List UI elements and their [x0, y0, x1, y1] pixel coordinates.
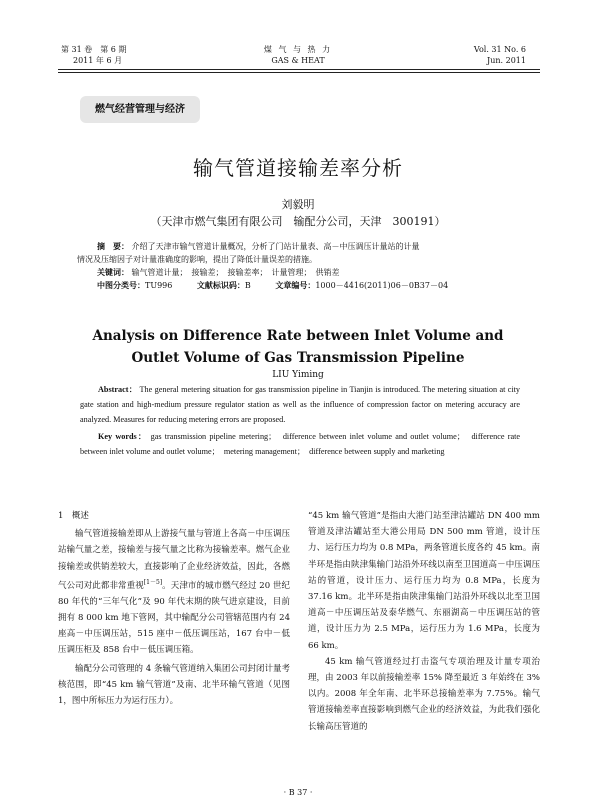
page-title: 输气管道接输差率分析: [193, 156, 403, 180]
doc-value: B: [244, 281, 251, 290]
abstract-text-1: 介绍了天津市输气管道计量概况，分析了门站计量表、高－中压调压计量站的计量: [131, 242, 420, 251]
cls-value: TU996: [145, 281, 173, 290]
keywords-text: 输气管道计量； 接输差； 接输差率； 计量管理； 供销差: [131, 268, 340, 277]
left-column: [58, 508, 290, 709]
en-keywords-label: Key words：: [98, 432, 148, 441]
right-column: [308, 508, 540, 735]
en-abstract-label: Abstract：: [98, 385, 138, 394]
citation: [1－5]: [143, 578, 163, 586]
right-paragraph-2: 45 km 输气管道经过打击盗气专项治理及计量专项治理，由 2003 年以前接输差率 15% 降至最近 3 年始终在 3% 以内。2008 年全年南、北半环总接输差率为 7.75%。输气管道接输差率直接影响到燃气企业的经济效益，为此我们强化长输高压管道的: [308, 656, 540, 732]
right-paragraph-1: “45 km 输气管道”是指由大港门站至津沽罐站 DN 400 mm 管道及津沽罐站至大港公用局 DN 500 mm 管道，设计压力、运行压力均为 0.8 MPa，两条管道长度各约 45 km。南半环是指由陕津集输门站沿外环线以南至卫国道高－中压调压站的管道，设计压力、运行压力均为 0.8 MPa，长度为 37.16 km。北半环是指由陕津集输门站沿外环线以北至卫国道高－中压调压站及泰华燃气、东丽湖高－中压调压站的管道，设计压力为 2.5 MPa，运行压力为 1.6 MPa，长度为 66 km。: [308, 511, 540, 651]
doc-label: 文献标识码：: [196, 280, 245, 290]
en-title-line-1: Analysis on Difference Rate between Inlet Volume and: [92, 328, 504, 344]
header-rule: [58, 69, 540, 70]
keywords-label: 关键词：: [97, 267, 129, 277]
abstract-label: 摘 要：: [97, 241, 129, 251]
en-abstract: [80, 382, 520, 459]
journal-name-en: GAS & HEAT: [271, 56, 325, 65]
en-author: LIU Yiming: [272, 370, 324, 380]
section-tab: 燃气经营管理与经济: [80, 96, 200, 123]
abstract-cn: [77, 240, 520, 292]
cls-label: 中图分类号：: [97, 280, 145, 290]
abstract-text-2: 情况及压缩因子对计量准确度的影响，提出了降低计量误差的措施。: [77, 255, 317, 264]
abstract-line-1: [97, 240, 520, 253]
affiliation: （天津市燃气集团有限公司 输配分公司，天津 300191）: [150, 215, 446, 228]
keywords-line: [97, 266, 520, 279]
en-abstract-text: The general metering situation for gas transmission pipeline in Tianjin is introduced. The metering situation at city gate station and high-medium pressure regulator station as well as the influence of compression factor on metering accuracy are analyzed. Measures for reducing metering errors are proposed.: [80, 385, 521, 424]
en-abstract-para: [80, 382, 520, 427]
volume-en: Vol. 31 No. 6: [473, 45, 526, 54]
en-keywords-text: gas transmission pipeline metering； difference between inlet volume and outlet volume； difference rate between inlet volume and outlet volume； metering management； difference between supply and marketing: [80, 432, 521, 456]
section-heading: 1 概述: [58, 511, 89, 521]
article-label: 文章编号：: [275, 280, 316, 290]
en-title: [0, 325, 596, 369]
page-number: · B 37 ·: [283, 788, 313, 797]
en-title-line-2: Outlet Volume of Gas Transmission Pipeline: [131, 350, 465, 366]
left-p1-b: 。天津市的城市燃气经过 20 世纪 80 年代的“三年气化”及 90 年代末期的陕气进京建设，目前拥有 8 000 km 地下管网，其中输配分公司管辖范围内有 24 座高－中压调压站，515 座中－低压调压站，167 台中－低压调压柜及 858 台中－低压调压箱。: [58, 580, 290, 656]
left-paragraph-2: 输配分公司管理的 4 条输气管道纳入集团公司封闭计量考核范围，即“45 km 输气管道”及南、北半环输气管道（见图 1，图中所标压力为运行压力）。: [58, 663, 290, 707]
left-paragraph-1: [58, 526, 290, 658]
author: 刘毅明: [281, 198, 315, 211]
journal-name-cn: 煤 气 与 热 力: [263, 45, 333, 54]
header-rule-thin: [58, 72, 540, 73]
classification-line: [97, 279, 520, 292]
left-p1-a: 输气管道接输差即从上游接气量与管道上各高－中压调压站输气量之差，接输差与接气量之比称为接输差率。燃气企业接输差或供销差较大，直接影响了企业经济效益，因此，各燃气公司对此都非常重视: [58, 529, 290, 591]
date-en: Jun. 2011: [487, 56, 526, 65]
header-volume: 第 31 卷 第 6 期: [61, 45, 127, 54]
header-vol-en: [474, 44, 526, 66]
article-value: 1000－4416(2011)06－0B37－04: [315, 281, 449, 290]
header-date: 2011 年 6 月: [73, 56, 123, 65]
en-keywords-para: [80, 429, 520, 459]
